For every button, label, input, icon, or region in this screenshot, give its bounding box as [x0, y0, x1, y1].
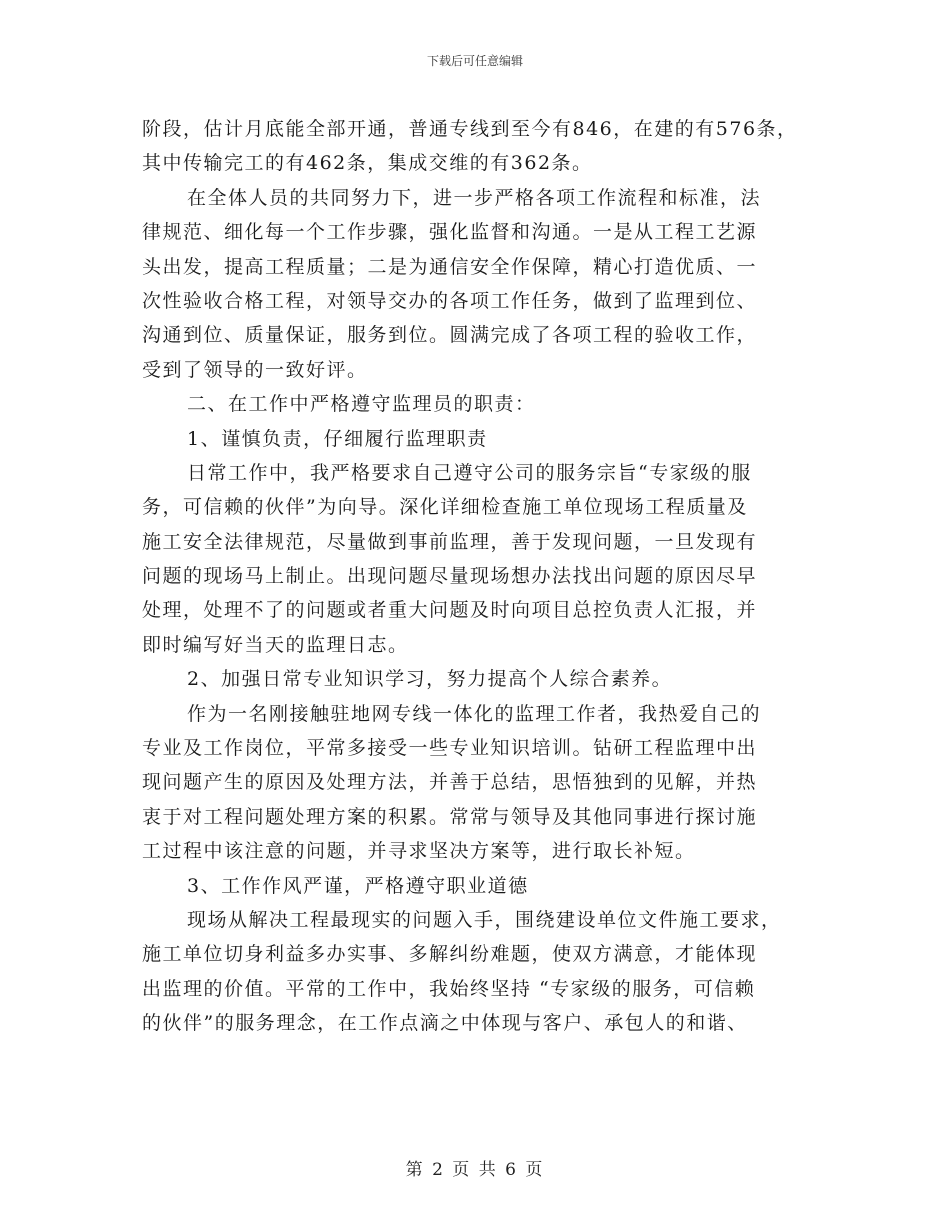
body-line: 现场从解决工程最现实的问题入手，围绕建设单位文件施工要求，	[187, 908, 782, 931]
body-line: 施工单位切身利益多办实事、多解纠纷难题，使双方满意，才能体现	[142, 943, 758, 966]
body-line: 作为一名刚接触驻地网专线一体化的监理工作者，我热爱自己的	[187, 702, 762, 725]
body-line: 的伙伴”的服务理念，在工作点滴之中体现与客户、承包人的和谐、	[142, 1012, 748, 1035]
body-line: 出监理的价值。平常的工作中，我始终坚持 “专家级的服务，可信赖	[142, 977, 756, 1000]
body-line: 务，可信赖的伙伴”为向导。深化详细检查施工单位现场工程质量及	[142, 496, 748, 519]
document-body	[142, 112, 812, 1041]
body-line: 沟通到位、质量保证，服务到位。圆满完成了各项工程的验收工作，	[142, 324, 758, 347]
body-line: 日常工作中，我严格要求自己遵守公司的服务宗旨“专家级的服	[187, 461, 752, 484]
body-line: 处理，处理不了的问题或者重大问题及时向项目总控负责人汇报，并	[142, 599, 758, 622]
body-line: 在全体人员的共同努力下，进一步严格各项工作流程和标准，法	[187, 186, 762, 209]
body-line: 衷于对工程问题处理方案的积累。常常与领导及其他同事进行探讨施	[142, 805, 758, 828]
page-number-footer: 第 2 页 共 6 页	[405, 1160, 545, 1180]
body-line: 问题的现场马上制止。出现问题尽量现场想办法找出问题的原因尽早	[142, 565, 758, 588]
subsection-heading: 1、谨慎负责，仔细履行监理职责	[187, 427, 488, 450]
body-line: 律规范、细化每一个工作步骤，强化监督和沟通。一是从工程工艺源	[142, 221, 758, 244]
body-line: 施工安全法律规范，尽量做到事前监理，善于发现问题，一旦发现有	[142, 530, 758, 553]
body-line: 工过程中该注意的问题，并寻求坚决方案等，进行取长补短。	[142, 840, 696, 863]
body-line: 受到了领导的一致好评。	[142, 358, 368, 381]
body-line: 次性验收合格工程，对领导交办的各项工作任务，做到了监理到位、	[142, 289, 758, 312]
body-line: 头出发，提高工程质量；二是为通信安全作保障，精心打造优质、一	[142, 255, 758, 278]
body-line: 其中传输完工的有462条，集成交维的有362条。	[142, 152, 593, 175]
body-line: 专业及工作岗位，平常多接受一些专业知识培训。钻研工程监理中出	[142, 737, 758, 760]
subsection-heading: 3、工作作风严谨，严格遵守职业道德	[187, 874, 529, 897]
body-line: 阶段，估计月底能全部开通，普通专线到至今有846，在建的有576条，	[142, 118, 798, 140]
section-heading: 二、在工作中严格遵守监理员的职责：	[187, 393, 536, 416]
subsection-heading: 2、加强日常专业知识学习，努力提高个人综合素养。	[187, 668, 673, 691]
page-header: 下载后可任意编辑	[426, 54, 523, 68]
body-line: 即时编写好当天的监理日志。	[142, 633, 409, 656]
body-line: 现问题产生的原因及处理方法，并善于总结，思悟独到的见解，并热	[142, 771, 758, 794]
